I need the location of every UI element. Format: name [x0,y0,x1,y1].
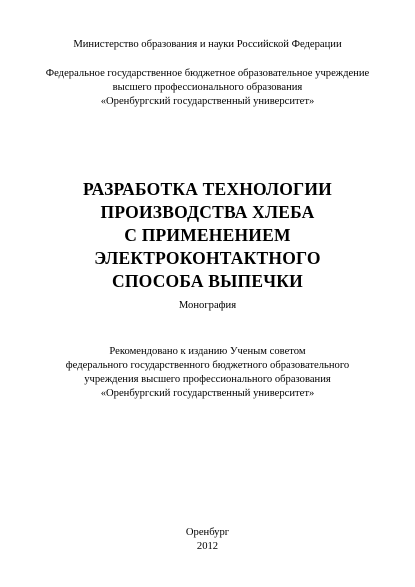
institution-line-3: «Оренбургский государственный университет» [100,96,315,107]
ministry-line: Министерство образования и науки Российской Федерации [73,39,342,50]
recommendation-line-2: федерального государственного бюджетного образовательного [65,360,350,371]
book-title-line-4: ЭЛЕКТРОКОНТАКТНОГО [94,248,321,268]
imprint-year: 2012 [196,541,219,552]
recommendation-line-1: Рекомендовано к изданию Ученым советом [109,346,306,357]
institution-line-1: Федеральное государственное бюджетное образовательное учреждение [45,68,370,79]
book-title-line-1: РАЗРАБОТКА ТЕХНОЛОГИИ [83,179,332,199]
imprint-city: Оренбург [185,527,230,538]
book-title-line-2: ПРОИЗВОДСТВА ХЛЕБА [100,202,315,222]
book-title-line-5: СПОСОБА ВЫПЕЧКИ [112,271,303,291]
recommendation-line-4: «Оренбургский государственный университет» [100,388,315,399]
recommendation-line-3: учреждения высшего профессионального образования [84,374,331,385]
book-title-line-3: С ПРИМЕНЕНИЕМ [124,225,291,245]
genre-label: Монография [178,300,237,311]
institution-line-2: высшего профессионального образования [112,82,303,93]
